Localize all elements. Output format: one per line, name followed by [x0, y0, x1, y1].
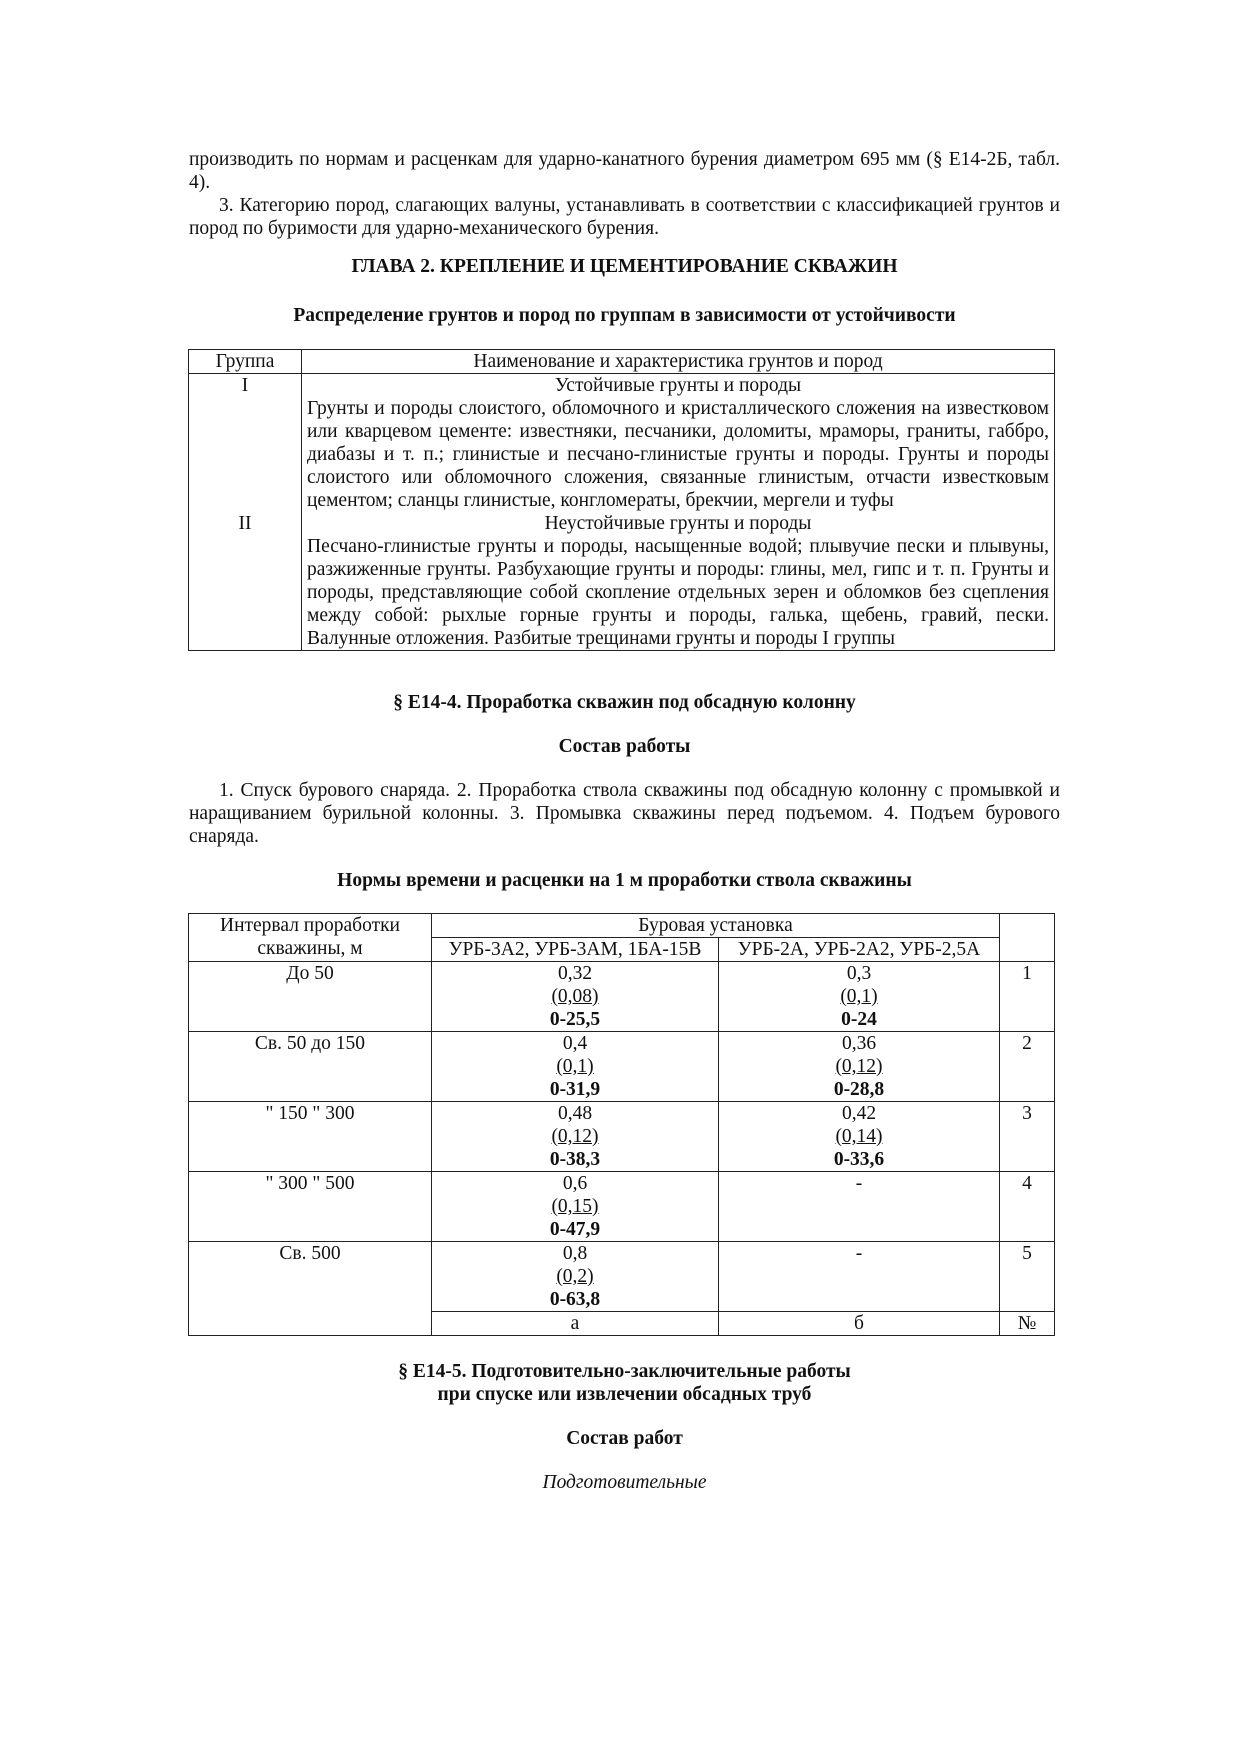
document-page	[189, 148, 1060, 1494]
table2-row-number: 4	[1000, 1172, 1055, 1242]
table1-group-cell: I	[189, 374, 302, 513]
price-value: 0-47,9	[549, 1219, 601, 1240]
norm-value: 0,36	[841, 1033, 877, 1054]
norm-value: -	[855, 1243, 863, 1264]
price-value: 0-28,8	[833, 1079, 885, 1100]
table1-row-heading: Устойчивые грунты и породы	[554, 375, 802, 396]
norm-value: 0,3	[846, 963, 872, 984]
norm-sub-value: (0,12)	[835, 1056, 883, 1077]
table2-footer-row	[189, 1312, 1055, 1336]
table2-interval-cell: Св. 50 до 150	[189, 1032, 432, 1102]
table2-header-rig: Буровая установка	[432, 914, 1000, 938]
norm-value: 0,4	[562, 1033, 588, 1054]
table-row	[189, 1242, 1055, 1312]
chapter-title: ГЛАВА 2. КРЕПЛЕНИЕ И ЦЕМЕНТИРОВАНИЕ СКВАЖИН	[351, 256, 898, 277]
table2-footer-b: б	[719, 1312, 1000, 1336]
price-value: 0-24	[841, 1009, 877, 1030]
norm-sub-value: (0,08)	[551, 986, 599, 1007]
table2-col-b-cell	[719, 962, 1000, 1032]
table2-interval-cell: До 50	[189, 962, 432, 1032]
norm-sub-value: (0,1)	[556, 1056, 594, 1077]
table2-row-number: 2	[1000, 1032, 1055, 1102]
price-value: 0-25,5	[549, 1009, 601, 1030]
table-row	[189, 1102, 1055, 1172]
table1-description-cell	[302, 374, 1055, 513]
table1-row	[189, 374, 1055, 513]
soil-groups-table	[188, 349, 1055, 651]
table1-title: Распределение грунтов и пород по группам в зависимости от устойчивости	[293, 305, 956, 326]
table2-footer-blank	[189, 1312, 432, 1336]
table1-row-heading: Неустойчивые грунты и породы	[544, 513, 812, 534]
table2-col-b-cell	[719, 1242, 1000, 1312]
norm-value: 0,48	[557, 1103, 593, 1124]
table2-interval-cell: " 300 " 500	[189, 1172, 432, 1242]
table2-col-a-cell	[432, 1032, 719, 1102]
table2-col-a-cell	[432, 1172, 719, 1242]
table-row	[189, 1172, 1055, 1242]
table2-header-number-blank	[1000, 914, 1055, 962]
table2-footer-a: а	[432, 1312, 719, 1336]
table-row	[189, 1032, 1055, 1102]
norm-sub-value: (0,12)	[551, 1126, 599, 1147]
table1-description-cell	[302, 512, 1055, 651]
table2-col-b-cell	[719, 1172, 1000, 1242]
table1-header-name: Наименование и характеристика грунтов и пород	[302, 350, 1055, 374]
intro-paragraph-2: 3. Категорию пород, слагающих валуны, устанавливать в соответствии с классификацией грунтов и пород по буримости для ударно-механического бурения.	[189, 195, 1060, 239]
norm-value: 0,6	[562, 1173, 588, 1194]
section4-work-title: Состав работы	[558, 736, 691, 757]
table2-row-number: 1	[1000, 962, 1055, 1032]
time-norms-table	[188, 913, 1055, 1336]
table-row	[189, 962, 1055, 1032]
price-value: 0-38,3	[549, 1149, 601, 1170]
intro-paragraph-1: производить по нормам и расценкам для ударно-канатного бурения диаметром 695 мм (§ Е14-2Б, табл. 4).	[189, 149, 1060, 193]
table2-col-b-cell	[719, 1102, 1000, 1172]
norm-value: 0,32	[557, 963, 593, 984]
price-value: 0-31,9	[549, 1079, 601, 1100]
table1-header-row	[189, 350, 1055, 374]
table2-header-row	[189, 914, 1055, 938]
price-value: 0-63,8	[549, 1289, 601, 1310]
section5-subtitle: Подготовительные	[542, 1472, 707, 1493]
table2-header-col-a: УРБ-3А2, УРБ-3АМ, 1БА-15В	[432, 938, 719, 962]
norm-value: 0,42	[841, 1103, 877, 1124]
norm-sub-value: (0,1)	[840, 986, 878, 1007]
norm-value: -	[855, 1173, 863, 1194]
table2-row-number: 3	[1000, 1102, 1055, 1172]
table2-col-a-cell	[432, 962, 719, 1032]
table2-col-a-cell	[432, 1102, 719, 1172]
section4-work-text: 1. Спуск бурового снаряда. 2. Проработка ствола скважины под обсадную колонну с промывкой и наращиванием бурильной колонны. 3. Промывка скважины перед подъемом. 4. Подъем бурового снаряда.	[189, 780, 1060, 847]
table2-header-col-b: УРБ-2А, УРБ-2А2, УРБ-2,5А	[719, 938, 1000, 962]
table1-header-group: Группа	[189, 350, 302, 374]
table2-col-b-cell	[719, 1032, 1000, 1102]
section5-title-line1: § Е14-5. Подготовительно-заключительные работы	[398, 1361, 851, 1382]
section4-title: § Е14-4. Проработка скважин под обсадную колонну	[393, 692, 856, 713]
norm-value: 0,8	[562, 1243, 588, 1264]
table2-footer-num: №	[1000, 1312, 1055, 1336]
table2-col-a-cell	[432, 1242, 719, 1312]
table2-header-interval: Интервал проработки скважины, м	[189, 914, 432, 962]
table1-group-cell: II	[189, 512, 302, 651]
table1-row-text: Песчано-глинистые грунты и породы, насыщенные водой; плывучие пески и плывуны, разжиженные грунты. Разбухающие грунты и породы: глины, мел, гипс и т. п. Грунты и породы, представляющие собой скопление отдельных зерен и обломков без сцепления между собой: рыхлые горные грунты и породы, галька, щебень, гравий, пески. Валунные отложения. Разбитые трещинами грунты и породы I группы	[307, 536, 1049, 649]
norm-sub-value: (0,2)	[556, 1266, 594, 1287]
price-value: 0-33,6	[833, 1149, 885, 1170]
table2-interval-cell: " 150 " 300	[189, 1102, 432, 1172]
table2-row-number: 5	[1000, 1242, 1055, 1312]
section5-title-line2: при спуске или извлечении обсадных труб	[437, 1384, 812, 1405]
norm-sub-value: (0,14)	[835, 1126, 883, 1147]
table2-title: Нормы времени и расценки на 1 м проработки ствола скважины	[337, 870, 912, 891]
table1-row	[189, 512, 1055, 651]
section5-work-title: Состав работ	[566, 1428, 683, 1449]
table1-row-text: Грунты и породы слоистого, обломочного и кристаллического сложения на известковом или кварцевом цементе: известняки, песчаники, доломиты, мраморы, граниты, габбро, диабазы и т. п.; глинистые и песчано-глинистые грунты и породы. Грунты и породы слоистого или обломочного сложения, связанные глинистым, отчасти известковым цементом; сланцы глинистые, конгломераты, брекчии, мергели и туфы	[307, 398, 1049, 511]
table2-interval-cell: Св. 500	[189, 1242, 432, 1312]
norm-sub-value: (0,15)	[551, 1196, 599, 1217]
